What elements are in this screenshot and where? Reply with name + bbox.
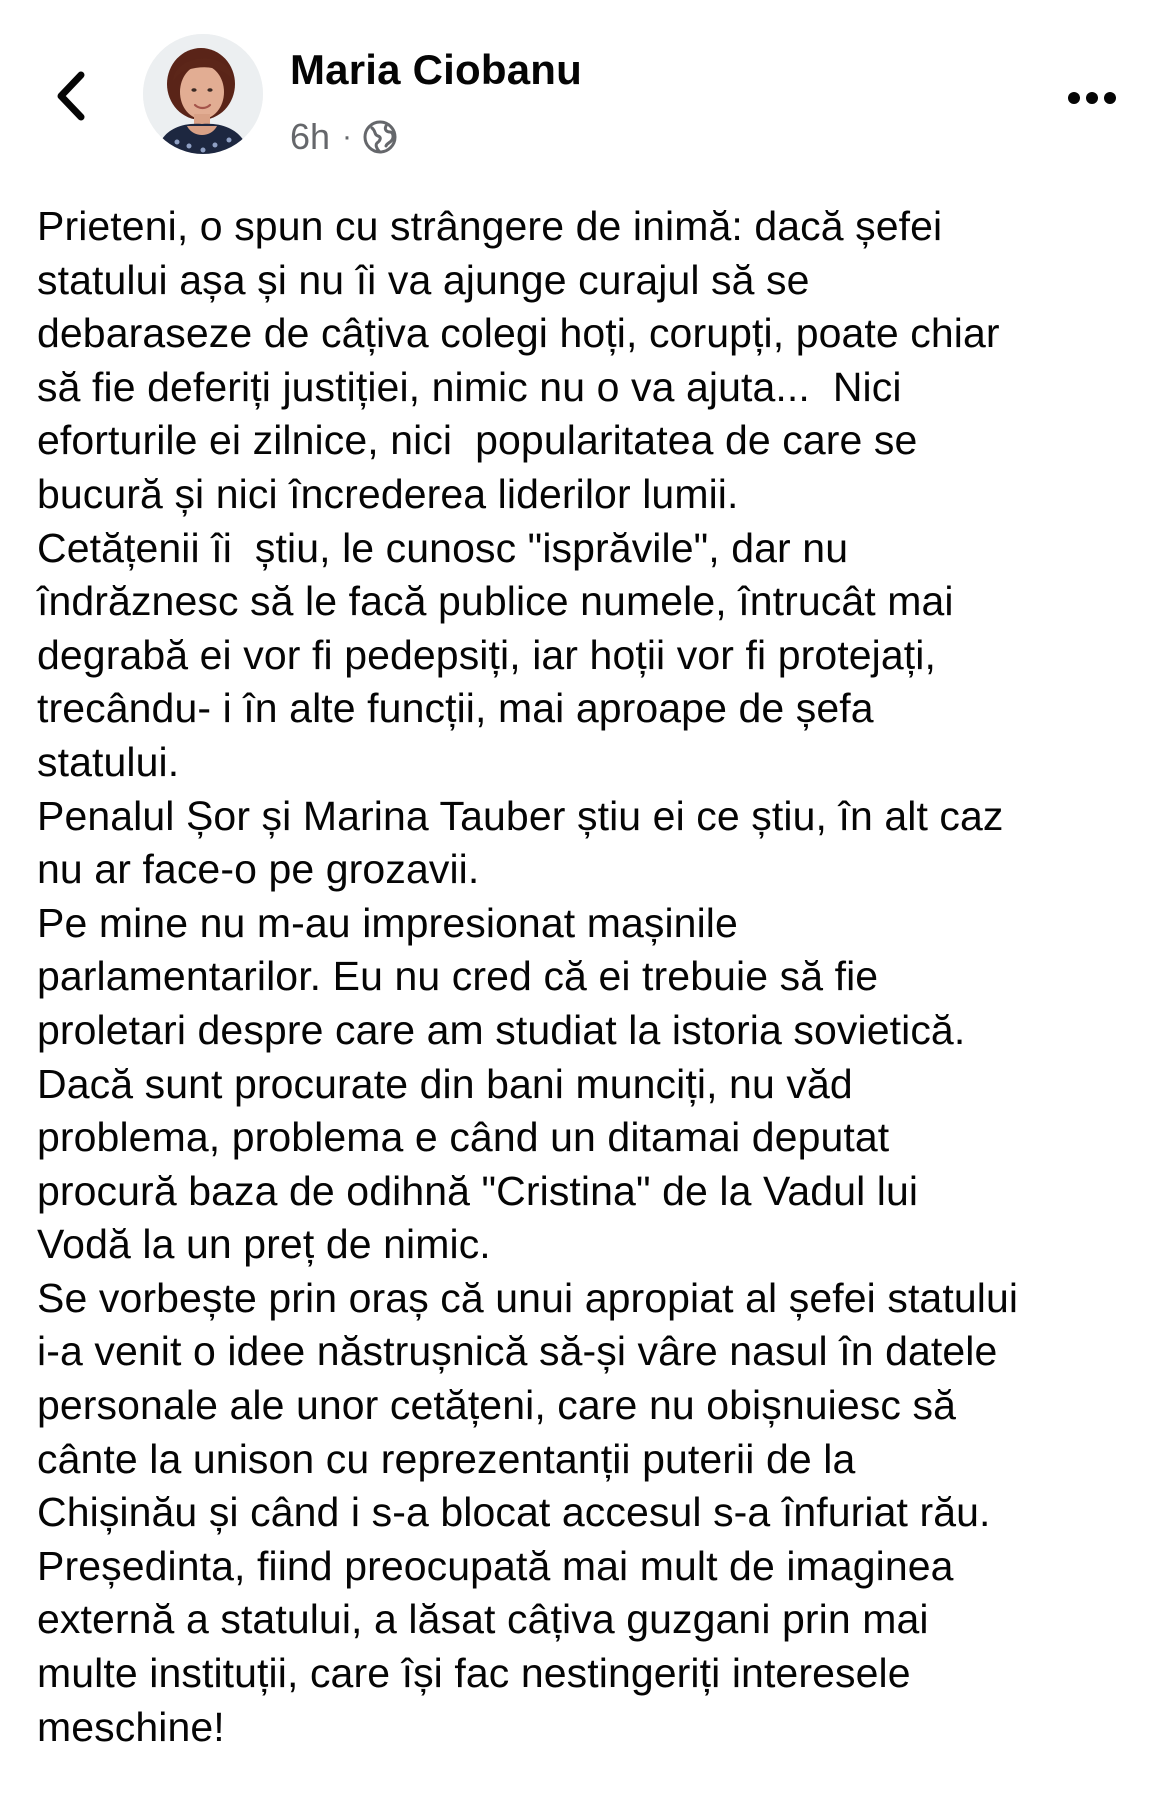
post-text: Prieteni, o spun cu strângere de inimă: dacă șefei statului așa și nu îi va ajunge curajul să se debaraseze de câțiva colegi hoți, corupți, poate chiar să fie deferiți justiției, nimic nu o va ajuta... Nici eforturile ei zilnice, nici popularitatea de care se bucură și nici încrederea liderilor lumii. Cetățenii îi știu, le cunosc "isprăvile", dar nu îndrăznesc să le facă publice numele, întrucât mai degrabă ei vor fi pedepsiți, iar hoții vor fi protejați, trecându- i în alte funcții, mai aproape de șefa statului. Penalul Șor și Marina Tauber știu ei ce știu, în alt caz nu ar face-o pe grozavii. Pe mine nu m-au impresionat mașinile parlamentarilor. Eu nu cred că ei trebuie să fie proletari despre care am studiat la istoria sovietică. Dacă sunt procurate din bani munciți, nu văd problema, problema e când un ditamai deputat procură baza de odihnă "Cristina" de la Vadul lui Vodă la un preț de nimic. Se vorbește prin oraș că unui apropiat al șefei statului i-a venit o idee năstrușnică să-și vâre nasul în datele personale ale unor cetățeni, care nu obișnuiesc să cânte la unison cu reprezentanții puterii de la Chișinău și când i s-a blocat accesul s-a înfuriat rău. Președinta, fiind preocupată mai mult de imaginea externă a statului, a lăsat câțiva guzgani prin mai multe instituții, care își fac nestingeriți interesele meschine! xyxy=(37,203,1019,1750)
more-horizontal-icon xyxy=(1067,91,1117,105)
globe-icon[interactable] xyxy=(362,119,398,155)
profile-photo xyxy=(143,34,263,154)
post-header xyxy=(0,0,1170,175)
chevron-left-icon xyxy=(53,69,89,123)
avatar[interactable] xyxy=(143,34,263,154)
post-meta xyxy=(290,112,398,162)
post-timestamp[interactable]: 6h xyxy=(290,116,331,157)
more-options-button[interactable] xyxy=(1062,78,1122,118)
meta-separator: · xyxy=(342,120,353,153)
back-button[interactable] xyxy=(36,56,106,136)
author-name[interactable]: Maria Ciobanu xyxy=(290,46,582,93)
